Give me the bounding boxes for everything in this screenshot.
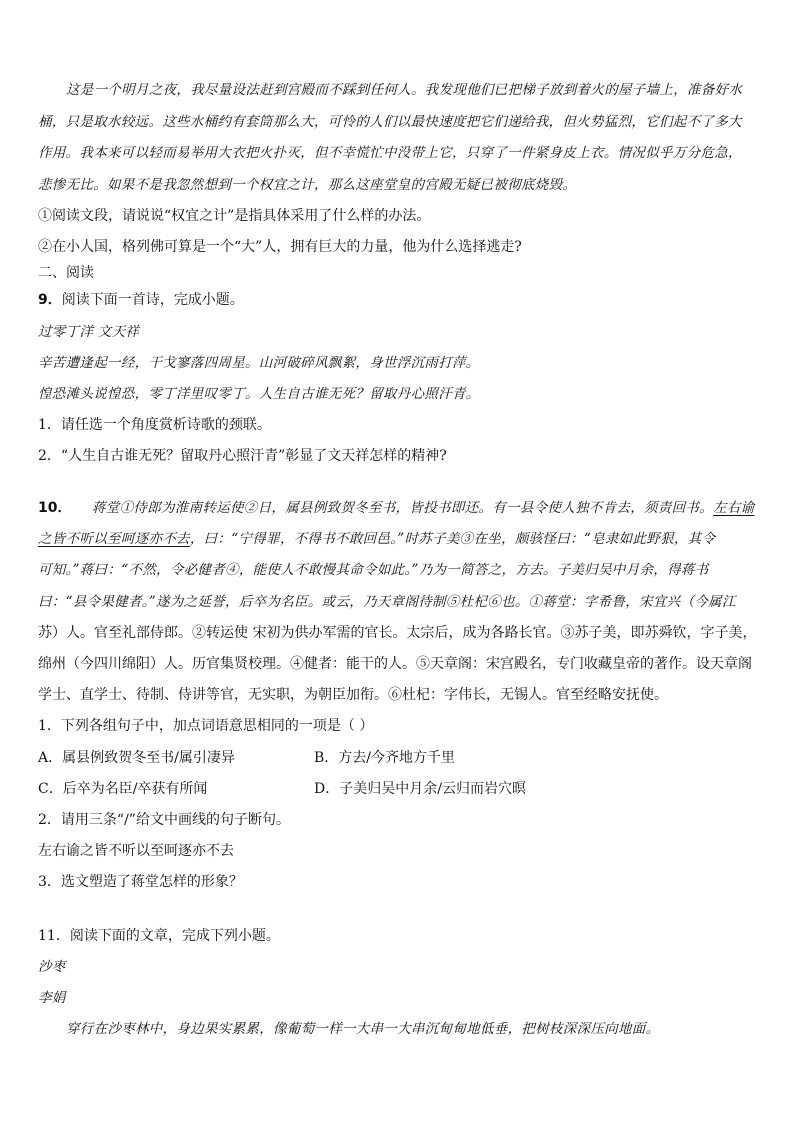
passage-line bbox=[38, 498, 754, 518]
passage-line: 这是一个明月之夜，我尽量设法赶到宫殿而不踩到任何人。我发现他们已把梯子放到着火的屋子墙上，准备好水 bbox=[66, 82, 743, 98]
question-number: 10． bbox=[38, 500, 72, 516]
footnote-line: 学士、直学士、待制、侍讲等官，无实职，为朝臣加衔。⑥杜杞：字伟长，无锡人。官至经略安抚使。 bbox=[38, 687, 668, 703]
article-line: 穿行在沙枣林中，身边果实累累，像葡萄一样一大串一大串沉甸甸地低垂，把树枝深深压向地面。 bbox=[66, 1021, 660, 1037]
passage-line: 作用。我本来可以轻而易举用大衣把火扑灭，但不幸慌忙中没带上它，只穿了一件紧身皮上衣。情况似乎万分危急， bbox=[38, 145, 742, 161]
question-number: 9． bbox=[38, 292, 62, 308]
poem-line: 惶恐滩头说惶恐，零丁洋里叹零丁。人生自古谁无死？留取丹心照汗青。 bbox=[38, 386, 480, 402]
question-11-stem: 11．阅读下面的文章，完成下列小题。 bbox=[38, 928, 280, 944]
poem-line: 辛苦遭逢起一经，干戈寥落四周星。山河破碎风飘絮，身世浮沉雨打萍。 bbox=[38, 355, 480, 371]
passage-text: ，曰：“宁得罪，不得书不敢回邑。”时苏子美③在坐，颇骇怪曰：“皂隶如此野狠，其令 bbox=[189, 531, 716, 547]
section-heading: 二、阅读 bbox=[38, 265, 94, 281]
passage-line: 悲惨无比。如果不是我忽然想到一个权宜之计，那么这座堂皇的宫殿无疑已被彻底烧毁。 bbox=[38, 177, 577, 193]
question-8-sub1: ①阅读文段，请说说“权宜之计”是指具体采用了什么样的办法。 bbox=[38, 208, 431, 224]
question-text: 阅读下面一首诗，完成小题。 bbox=[61, 292, 244, 308]
underlined-text: 左右谕 bbox=[713, 500, 755, 516]
question-9-sub1: 1．请任选一个角度赏析诗歌的颈联。 bbox=[38, 417, 271, 433]
question-10-sub2-text: 左右谕之皆不听以至呵逐亦不去 bbox=[38, 843, 234, 859]
option-d: D．子美归吴中月余/云归而岩穴暝 bbox=[314, 781, 526, 797]
article-title: 沙枣 bbox=[38, 959, 66, 975]
footnote-line: 绵州（今四川绵阳）人。历官集贤校理。④健者：能干的人。⑤天章阁：宋宫殿名，专门收藏皇帝的著作。设天章阁 bbox=[38, 656, 752, 672]
footnote-line: 苏）人。官至礼部侍郎。②转运使 宋初为供办军需的官长。太宗后，成为各路长官。③苏子美，即苏舜钦，字子美， bbox=[38, 625, 757, 641]
option-a: A．属县例致贺冬至书/属引凄异 bbox=[38, 750, 235, 766]
option-b: B．方去/今齐地方千里 bbox=[314, 750, 456, 766]
question-9-stem bbox=[38, 290, 244, 310]
passage-text: 蒋堂①侍郎为淮南转运使②日，属县例致贺冬至书，皆投书即还。有一县令使人独不肯去，须责回书。 bbox=[92, 500, 713, 516]
question-9-sub2: 2．“人生自古谁无死？留取丹心照汗青”彰显了文天祥怎样的精神? bbox=[38, 448, 447, 464]
question-10-sub3: 3．选文塑造了蒋堂怎样的形象？ bbox=[38, 874, 243, 890]
option-c: C．后卒为名臣/卒获有所闻 bbox=[38, 781, 208, 797]
passage-line bbox=[38, 529, 715, 549]
question-8-sub2: ②在小人国，格列佛可算是一个“大”人，拥有巨大的力量，他为什么选择逃走? bbox=[38, 239, 522, 255]
poem-title: 过零丁洋 文天祥 bbox=[38, 324, 140, 340]
article-author: 李娟 bbox=[38, 990, 66, 1006]
passage-line: 桶，只是取水较远。这些水桶约有套筒那么大，可怜的人们以最快速度把它们递给我，但火势猛烈，它们起不了多大 bbox=[38, 114, 742, 130]
underlined-text: 之皆不听以至呵逐亦不去 bbox=[38, 531, 190, 547]
question-10-sub2: 2．请用三条“/”给文中画线的句子断句。 bbox=[38, 812, 290, 828]
passage-line: 曰：“县令果健者。”遂为之延誉，后卒为名臣。或云，乃天章阁待制⑤杜杞⑥也。①蒋堂：字希鲁，宋宜兴（今属江 bbox=[38, 594, 736, 610]
passage-line: 可知。”蒋曰：“不然，令必健者④，能使人不敢慢其命令如此。”乃为一简答之，方去。子美归吴中月余，得蒋书 bbox=[38, 562, 709, 578]
question-10-sub1: 1．下列各组句子中，加点词语意思相同的一项是（ ） bbox=[38, 718, 374, 734]
